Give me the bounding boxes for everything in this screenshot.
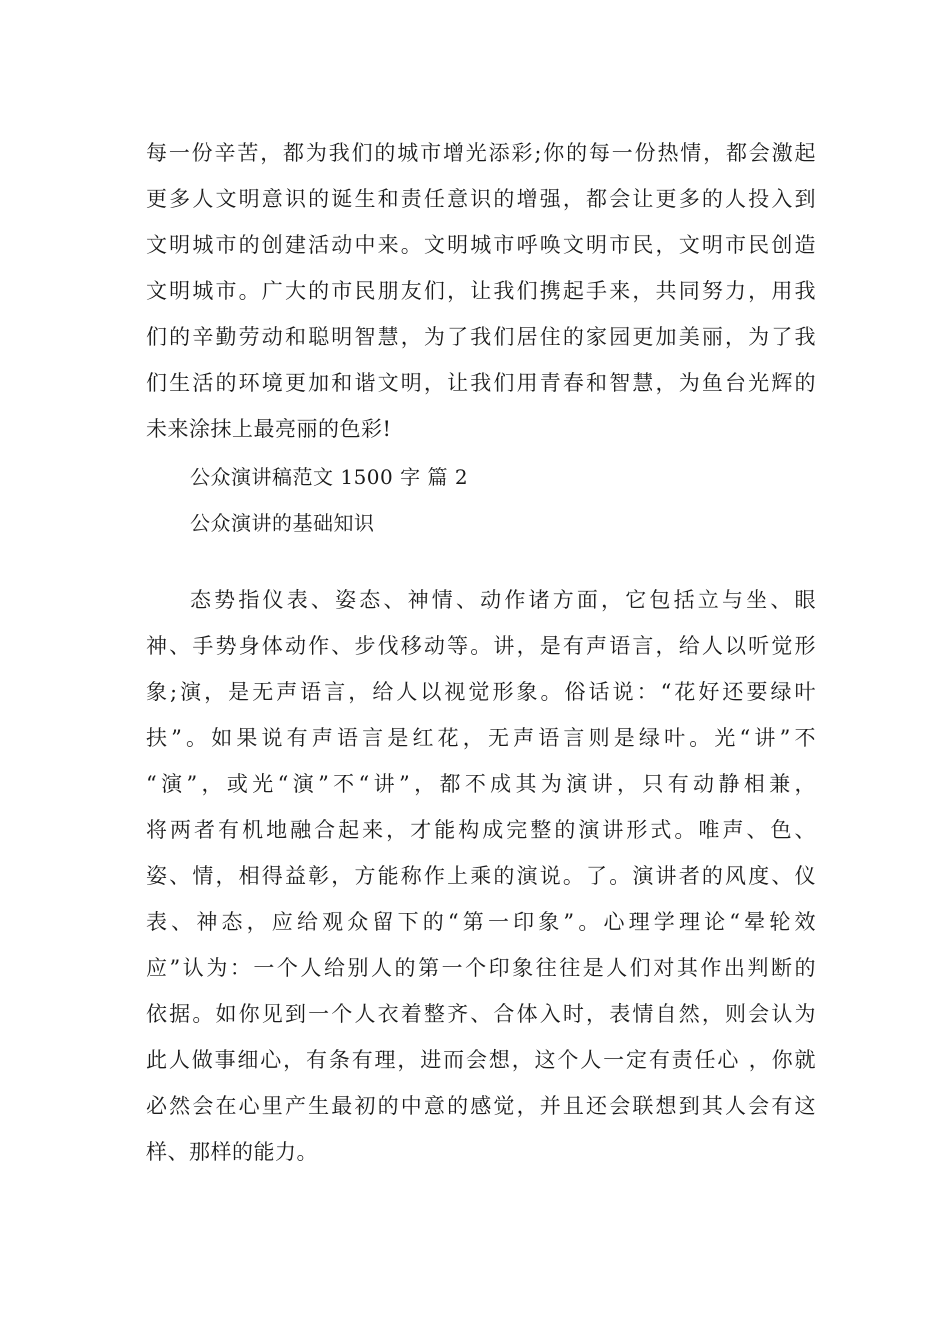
subsection-title: 公众演讲的基础知识 [190,511,375,535]
paragraph-line: 必然会在心里产生最初的中意的感觉，并且还会联想到其人会有这 [146,1094,816,1118]
paragraph-line: 表、神态，应给观众留下的“第一印象”。心理学理论“晕轮效 [146,910,816,934]
paragraph-line: 文明城市。广大的市民朋友们，让我们携起手来，共同努力，用我 [146,279,816,303]
paragraph-line: 样、那样的能力。 [146,1140,318,1164]
paragraph-line: 依据。如你见到一个人衣着整齐、合体入时，表情自然，则会认为 [146,1002,816,1026]
paragraph-line: 象;演，是无声语言，给人以视觉形象。俗话说：“花好还要绿叶 [146,680,816,704]
paragraph-line: 更多人文明意识的诞生和责任意识的增强，都会让更多的人投入到 [146,187,816,211]
section-title: 公众演讲稿范文 1500 字 篇 2 [190,465,469,489]
paragraph-line: 扶”。如果说有声语言是红花，无声语言则是绿叶。光“讲”不 [146,726,816,750]
paragraph-line: 此人做事细心，有条有理，进而会想，这个人一定有责任心 ，你就 [146,1048,816,1072]
paragraph-line: 态势指仪表、姿态、神情、动作诸方面，它包括立与坐、眼 [190,588,816,612]
paragraph-line: 未来涂抹上最亮丽的色彩! [146,417,392,441]
paragraph-line: “演”，或光“演”不“讲”，都不成其为演讲，只有动静相兼， [146,772,816,796]
paragraph-line: 每一份辛苦，都为我们的城市增光添彩;你的每一份热情，都会激起 [146,141,816,165]
paragraph-line: 神、手势身体动作、步伐移动等。讲，是有声语言，给人以听觉形 [146,634,816,658]
paragraph-line: 姿、情，相得益彰，方能称作上乘的演说。了。演讲者的风度、仪 [146,864,816,888]
paragraph-line: 们的辛勤劳动和聪明智慧，为了我们居住的家园更加美丽，为了我 [146,325,816,349]
paragraph-line: 将两者有机地融合起来，才能构成完整的演讲形式。唯声、色、 [146,818,816,842]
paragraph-line: 文明城市的创建活动中来。文明城市呼唤文明市民，文明市民创造 [146,233,816,257]
paragraph-line: 应”认为：一个人给别人的第一个印象往往是人们对其作出判断的 [146,956,816,980]
paragraph-line: 们生活的环境更加和谐文明，让我们用青春和智慧，为鱼台光辉的 [146,371,816,395]
